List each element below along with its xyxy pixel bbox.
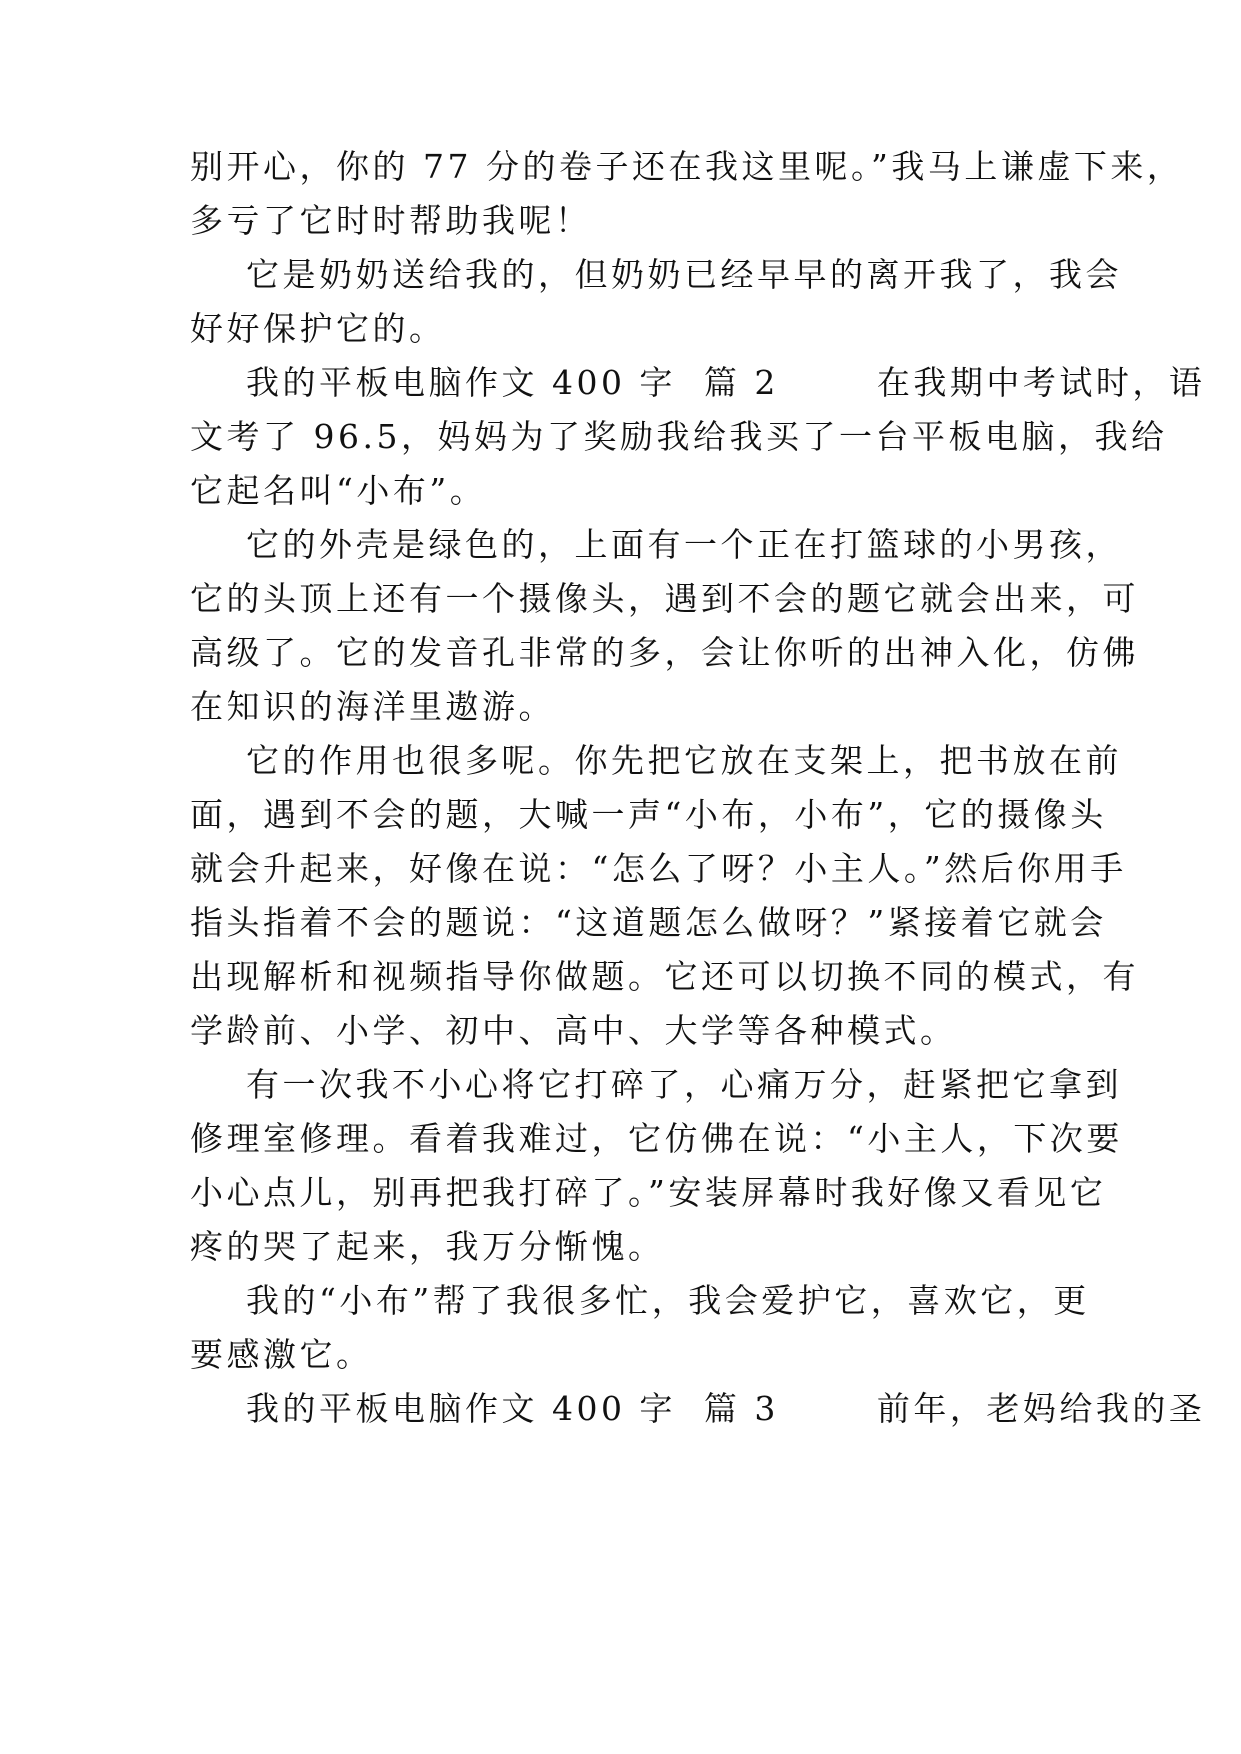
- text-line: 我的“小布”帮了我很多忙，我会爱护它，喜欢它，更: [190, 1281, 1090, 1320]
- text-line: 学龄前、小学、初中、高中、大学等各种模式。: [190, 1011, 957, 1050]
- section-heading-line: 我的平板电脑作文 400 字 篇 3 前年，老妈给我的圣: [190, 1389, 1206, 1428]
- text-line: 多亏了它时时帮助我呢！: [190, 201, 592, 240]
- text-line: 有一次我不小心将它打碎了，心痛万分，赶紧把它拿到: [190, 1065, 1122, 1104]
- text-line: 就会升起来，好像在说：“怎么了呀？小主人。”然后你用手: [190, 849, 1127, 888]
- text-line: 指头指着不会的题说：“这道题怎么做呀？”紧接着它就会: [190, 903, 1107, 942]
- text-line: 高级了。它的发音孔非常的多，会让你听的出神入化，仿佛: [190, 633, 1139, 672]
- text-line: 疼的哭了起来，我万分惭愧。: [190, 1227, 665, 1266]
- text-line: 文考了 96.5，妈妈为了奖励我给我买了一台平板电脑，我给: [190, 417, 1168, 456]
- text-line: 修理室修理。看着我难过，它仿佛在说：“小主人，下次要: [190, 1119, 1123, 1158]
- text-line: 在知识的海洋里遨游。: [190, 687, 555, 726]
- text-line: 面，遇到不会的题，大喊一声“小布，小布”，它的摄像头: [190, 795, 1107, 834]
- text-line: 小心点儿，别再把我打碎了。”安装屏幕时我好像又看见它: [190, 1173, 1107, 1212]
- section-heading-line: 我的平板电脑作文 400 字 篇 2 在我期中考试时，语: [190, 363, 1206, 402]
- text-line: 它的作用也很多呢。你先把它放在支架上，把书放在前: [190, 741, 1122, 780]
- text-line: 它的头顶上还有一个摄像头，遇到不会的题它就会出来，可: [190, 579, 1139, 618]
- text-line: 它起名叫“小布”。: [190, 471, 487, 510]
- text-line: 别开心，你的 77 分的卷子还在我这里呢。”我马上谦虚下来，: [190, 147, 1184, 186]
- text-line: 好好保护它的。: [190, 309, 446, 348]
- text-line: 它是奶奶送给我的，但奶奶已经早早的离开我了，我会: [190, 255, 1122, 294]
- text-line: 出现解析和视频指导你做题。它还可以切换不同的模式，有: [190, 957, 1139, 996]
- text-line: 要感激它。: [190, 1335, 373, 1374]
- text-line: 它的外壳是绿色的，上面有一个正在打篮球的小男孩，: [190, 525, 1122, 564]
